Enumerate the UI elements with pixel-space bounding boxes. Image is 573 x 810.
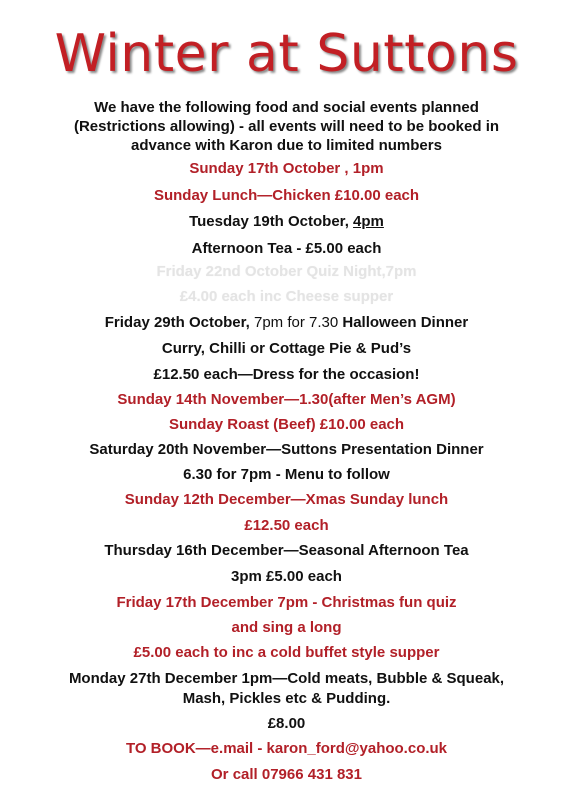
event-line: 3pm £5.00 each xyxy=(231,568,342,585)
event-line: Mash, Pickles etc & Pudding. xyxy=(182,690,391,707)
event-time-underlined: 4pm xyxy=(353,213,384,230)
event-line: Sunday 12th December—Xmas Sunday lunch xyxy=(124,491,449,508)
event-line: Afternoon Tea - £5.00 each xyxy=(191,240,382,257)
intro-line-1: We have the following food and social events planned xyxy=(94,99,479,116)
booking-email-line: TO BOOK—e.mail - karon_ford@yahoo.co.uk xyxy=(125,740,448,757)
event-line: £12.50 each—Dress for the occasion! xyxy=(153,366,420,383)
page-title: Winter at Suttons xyxy=(54,24,519,84)
event-line: 6.30 for 7pm - Menu to follow xyxy=(183,466,390,483)
booking-phone-line: Or call 07966 431 831 xyxy=(211,766,362,783)
event-line: £12.50 each xyxy=(244,517,329,534)
intro-line-3: advance with Karon due to limited numbers xyxy=(131,137,442,154)
event-line xyxy=(0,314,573,332)
event-text: Halloween Dinner xyxy=(338,314,469,331)
event-line: Sunday 17th October , 1pm xyxy=(189,160,384,177)
event-line: Sunday Lunch—Chicken £10.00 each xyxy=(153,187,420,204)
intro-text xyxy=(0,98,573,155)
event-line: £5.00 each to inc a cold buffet style supper xyxy=(133,644,440,661)
event-text: Tuesday 19th October, xyxy=(189,213,354,230)
event-line: Curry, Chilli or Cottage Pie & Pud’s xyxy=(161,340,412,357)
event-time: 7pm for 7.30 xyxy=(253,314,339,331)
event-line: Sunday Roast (Beef) £10.00 each xyxy=(168,416,405,433)
event-line: Friday 17th December 7pm - Christmas fun quiz xyxy=(116,594,457,611)
event-line: Thursday 16th December—Seasonal Afternoon Tea xyxy=(104,542,469,559)
event-price: £8.00 xyxy=(267,715,306,732)
intro-line-2: (Restrictions allowing) - all events will need to be booked in xyxy=(73,118,500,135)
event-line: Monday 27th December 1pm—Cold meats, Bubble & Squeak, xyxy=(68,670,505,687)
event-line: and sing a long xyxy=(231,619,342,636)
faded-event-line: £4.00 each inc Cheese supper xyxy=(179,288,394,305)
faded-event-line: Friday 22nd October Quiz Night,7pm xyxy=(156,263,417,280)
event-line xyxy=(0,213,573,231)
event-line: Saturday 20th November—Suttons Presentation Dinner xyxy=(89,441,484,458)
event-text: Friday 29th October, xyxy=(104,314,254,331)
event-line: Sunday 14th November—1.30(after Men’s AGM) xyxy=(117,391,456,408)
